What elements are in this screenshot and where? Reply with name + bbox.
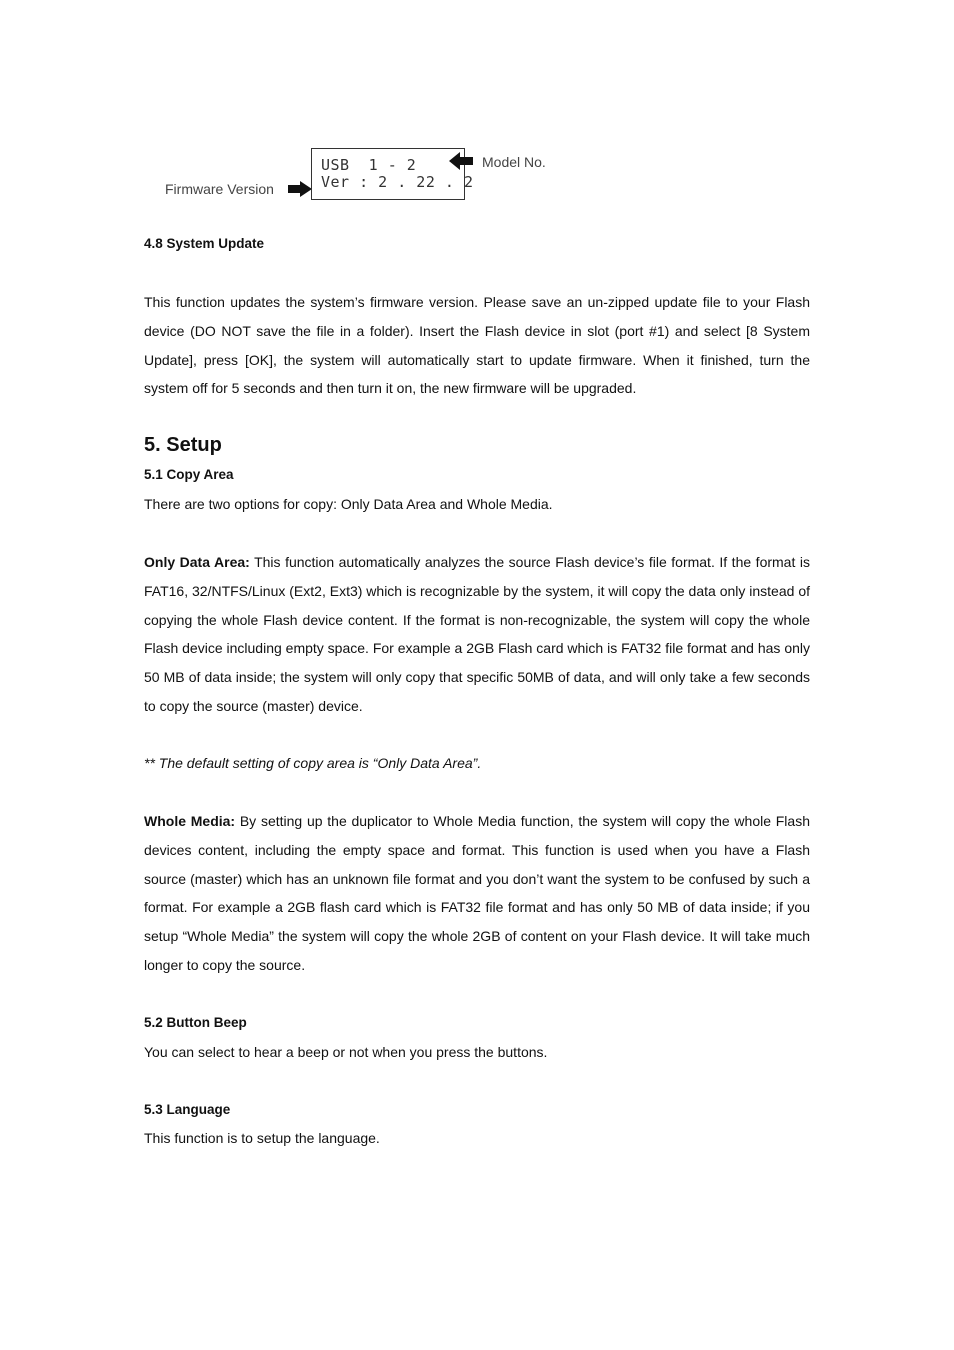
only-data-area-paragraph [144,548,810,721]
only-data-area-label: Only Data Area: [144,554,250,570]
section-4-8-heading: 4.8 System Update [144,236,265,251]
section-4-8-paragraph: This function updates the system’s firmware version. Please save an un-zipped update file to your Flash device (DO NOT save the file in a folder). Insert the Flash device in slot (port #1) and select [8 System Update], press [OK], the system will automatically start to update firmware. When it finished, turn the system off for 5 seconds and then turn it on, the new firmware will be upgraded. [144,294,810,397]
only-data-area-text: This function automatically analyzes the source Flash device’s file format. If the format is FAT16, 32/NTFS/Linux (Ext2, Ext3) which is recognizable by the system, it will copy the data only instead of copying the whole Flash device content. If the format is non-recognizable, the system will copy the whole Flash device including empty space. For example a 2GB Flash card which is FAT32 file format and has only 50 MB of data inside; the system will only copy that specific 50MB of data, and will only take a few seconds to copy the source (master) device. [144,554,810,714]
firmware-version-label: Firmware Version [165,181,274,197]
lcd-display [311,148,474,200]
lcd-model-line: USB 1 - 2 [321,156,417,174]
whole-media-paragraph [144,807,810,980]
section-5-2-heading: 5.2 Button Beep [144,1015,247,1030]
model-no-label: Model No. [482,154,546,170]
left-arrow-icon [449,152,473,170]
language-text: This function is to setup the language. [144,1130,380,1146]
section-5-heading: 5. Setup [144,434,222,456]
whole-media-label: Whole Media: [144,813,236,829]
lcd-version-line: Ver : 2 . 22 . 2 [321,173,474,191]
section-5-3-heading: 5.3 Language [144,1102,231,1117]
right-arrow-icon [288,181,312,197]
copy-area-intro: There are two options for copy: Only Data Area and Whole Media. [144,496,553,512]
button-beep-text: You can select to hear a beep or not when you press the buttons. [144,1044,548,1060]
section-5-1-heading: 5.1 Copy Area [144,467,234,482]
whole-media-text: By setting up the duplicator to Whole Media function, the system will copy the whole Flash devices content, including the empty space and format. This function is used when you have a Flash source (master) which has an unknown file format and you don’t want the system to be confused by such a format. For example a 2GB flash card which is FAT32 file format and has only 50 MB of data inside; if you setup “Whole Media” the system will copy the whole 2GB of content on your Flash device. It will take much longer to copy the source. [144,813,810,973]
default-setting-note: ** The default setting of copy area is “Only Data Area”. [144,755,482,771]
firmware-lcd-figure [160,140,580,210]
